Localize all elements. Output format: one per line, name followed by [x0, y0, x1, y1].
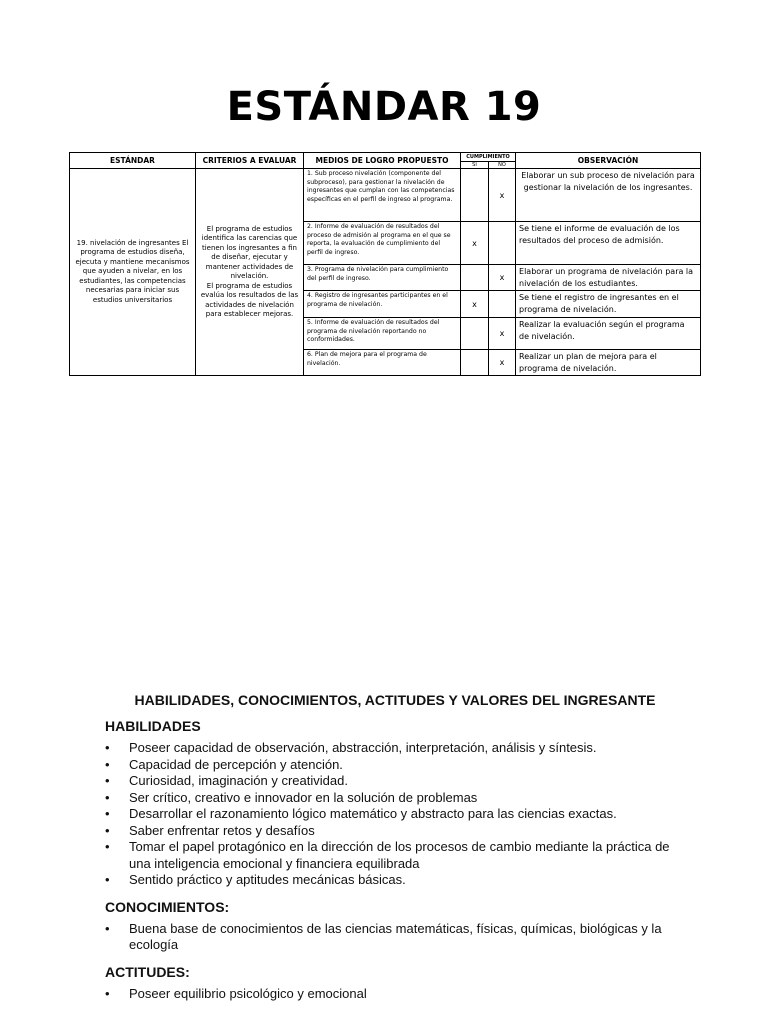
header-no: NO: [489, 162, 516, 169]
si-cell: [461, 169, 489, 222]
no-cell: x: [489, 169, 516, 222]
list-item: • Saber enfrentar retos y desafíos: [105, 822, 315, 838]
header-cumplimiento: CUMPLIMIENTO: [461, 153, 516, 162]
list-item: • Sentido práctico y aptitudes mecánicas básicas.: [105, 872, 406, 887]
bullet: •: [105, 872, 110, 887]
medio-cell: 6. Plan de mejora para el programa de nivelación.: [304, 350, 461, 376]
list-item: • Ser crítico, creativo e innovador en la solución de problemas: [105, 789, 478, 805]
bullet: •: [105, 920, 110, 936]
observacion-cell: Elaborar un programa de nivelación para la nivelación de los estudiantes.: [516, 265, 701, 291]
criterio-2: El programa de estudios evalúa los resultados de las actividades de nivelación para establecer mejoras.: [200, 281, 299, 318]
profile-heading: HABILIDADES, CONOCIMIENTOS, ACTITUDES Y VALORES DEL INGRESANTE: [134, 692, 656, 708]
bullet: •: [105, 806, 110, 821]
list-item: • Desarrollar el razonamiento lógico matemático y abstracto para las ciencias exactas.: [105, 806, 617, 821]
habilidades-title: HABILIDADES: [105, 718, 201, 734]
standard-table: [69, 152, 701, 376]
page-title: ESTÁNDAR 19: [226, 84, 542, 130]
conocimientos-list: [105, 921, 685, 954]
list-item: • Buena base de conocimientos de las ciencias matemáticas, físicas, químicas, biológicas y la ecología: [105, 920, 662, 952]
si-cell: [461, 318, 489, 350]
medio-cell: 2. Informe de evaluación de resultados del proceso de admisión al programa en el que se reporta, la evaluación de cumplimiento del perfil de ingreso.: [304, 222, 461, 265]
criterio-1: El programa de estudios identifica las carencias que tienen los ingresantes a fin de diseñar, ejecutar y mantener actividades de nivelación.: [201, 224, 298, 280]
header-criterios: CRITERIOS A EVALUAR: [196, 153, 304, 169]
table-row: [70, 169, 701, 222]
si-cell: [461, 350, 489, 376]
estandar-cell: 19. nivelación de ingresantes El programa de estudios diseña, ejecuta y mantiene mecanismos que ayuden a nivelar, en los estudiantes, las competencias necesarias para iniciar sus estudios universitarios: [70, 169, 196, 376]
actitudes-title: ACTITUDES:: [105, 963, 190, 980]
list-item: • Tomar el papel protagónico en la dirección de los procesos de cambio mediante la práctica de una inteligencia emocional y financiera equilibrada: [105, 839, 670, 871]
ingresante-profile: [105, 692, 685, 1012]
list-item: • Curiosidad, imaginación y creatividad.: [105, 773, 348, 788]
observacion-cell: Se tiene el informe de evaluación de los resultados del proceso de admisión.: [516, 222, 701, 265]
bullet: •: [105, 789, 110, 805]
no-cell: x: [489, 350, 516, 376]
actitudes-list: [105, 986, 685, 1003]
header-observacion: OBSERVACIÓN: [516, 153, 701, 169]
medio-cell: 1. Sub proceso nivelación (componente del subproceso), para gestionar la nivelación de ingresantes que cumplan con las competencias específicas en el perfil de ingreso al programa.: [304, 169, 461, 222]
header-si: SI: [461, 162, 489, 169]
habilidades-list: [105, 740, 685, 889]
si-cell: [461, 265, 489, 291]
bullet: •: [105, 985, 110, 1001]
bullet: •: [105, 773, 110, 788]
conocimientos-title: CONOCIMIENTOS:: [105, 898, 230, 915]
no-cell: x: [489, 318, 516, 350]
bullet: •: [105, 839, 110, 854]
no-cell: [489, 291, 516, 318]
si-cell: x: [461, 222, 489, 265]
observacion-cell: Realizar un plan de mejora para el programa de nivelación.: [516, 350, 701, 376]
medio-cell: 3. Programa de nivelación para cumplimiento del perfil de ingreso.: [304, 265, 461, 291]
medio-cell: 5. Informe de evaluación de resultados del programa de nivelación reportando no conformidades.: [304, 318, 461, 350]
list-item: • Poseer equilibrio psicológico y emocional: [105, 985, 367, 1001]
no-cell: [489, 222, 516, 265]
criterios-cell: [196, 169, 304, 376]
observacion-cell: Elaborar un sub proceso de nivelación para gestionar la nivelación de los ingresantes.: [516, 169, 701, 222]
list-item: • Capacidad de percepción y atención.: [105, 756, 343, 772]
list-item: • Poseer capacidad de observación, abstracción, interpretación, análisis y síntesis.: [105, 740, 597, 755]
no-cell: x: [489, 265, 516, 291]
bullet: •: [105, 822, 110, 838]
bullet: •: [105, 756, 110, 772]
si-cell: x: [461, 291, 489, 318]
header-estandar: ESTÁNDAR: [70, 153, 196, 169]
observacion-cell: Realizar la evaluación según el programa de nivelación.: [516, 318, 701, 350]
bullet: •: [105, 740, 110, 755]
medio-cell: 4. Registro de ingresantes participantes en el programa de nivelación.: [304, 291, 461, 318]
header-medios: MEDIOS DE LOGRO PROPUESTO: [304, 153, 461, 169]
observacion-cell: Se tiene el registro de ingresantes en el programa de nivelación.: [516, 291, 701, 318]
